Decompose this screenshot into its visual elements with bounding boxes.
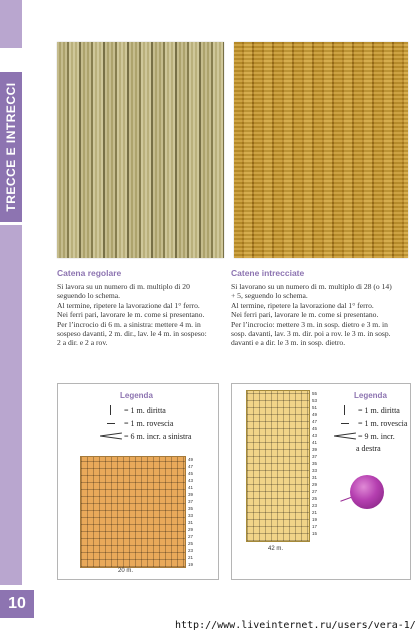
chart-row-number: 33 (188, 513, 194, 518)
instruction-line: Nei ferri pari, lavorare le m. come si presentano. (57, 310, 205, 320)
chart-row-number: 29 (312, 482, 318, 487)
instruction-line: sosp. davanti, lav. 3 m. dir. poi a rov. le 3 m. in sosp. (231, 329, 391, 339)
legend-item: = 1 m. diritta (334, 405, 400, 415)
purl-stitch-symbol-icon (100, 418, 122, 428)
knit-stitch-symbol-icon (334, 405, 356, 415)
chart-row-number: 55 (312, 391, 318, 396)
chart-row-number: 35 (312, 461, 318, 466)
section-tab (0, 72, 22, 222)
chart-row-number: 51 (312, 405, 318, 410)
chart-row-number: 47 (188, 464, 194, 469)
instruction-line: davanti e a dir. le 3 m. in sosp. dietro. (231, 338, 346, 348)
knitting-chart-left (80, 456, 186, 568)
instruction-line: Si lavorano su un numero di m. multiplo di 28 (o 14) (231, 282, 392, 291)
sidebar-band-top (0, 0, 22, 48)
legend-item: = 1 m. rovescia (334, 418, 407, 428)
chart-row-number: 15 (312, 531, 318, 536)
chart-row-number: 43 (188, 478, 194, 483)
chart-row-number: 21 (312, 510, 318, 515)
chart-row-number: 43 (312, 433, 318, 438)
purl-stitch-symbol-icon (334, 418, 356, 428)
section-title: TRECCE E INTRECCI (4, 82, 18, 212)
chart-row-number: 19 (188, 562, 194, 567)
instruction-line: Si lavora su un numero di m. multiplo di 20 (57, 282, 190, 291)
chart-row-number: 49 (188, 457, 194, 462)
pattern-title: Catena regolare (57, 268, 122, 278)
chart-row-number: 31 (312, 475, 318, 480)
chart-row-number: 29 (188, 527, 194, 532)
chart-row-number: 53 (312, 398, 318, 403)
right-cross-symbol-icon (334, 431, 356, 441)
sidebar-band-bottom (0, 225, 22, 585)
chart-row-number: 25 (188, 541, 194, 546)
page-number: 10 (0, 590, 34, 618)
instruction-line: Per l’incrocio: mettere 3 m. in sosp. dietro e 3 m. in (231, 319, 388, 329)
source-url: http://www.liveinternet.ru/users/vera-1/ (175, 620, 416, 631)
chart-row-number: 39 (312, 447, 318, 452)
knit-stitch-symbol-icon (100, 405, 122, 415)
chart-row-number: 23 (188, 548, 194, 553)
chart-row-number: 45 (188, 471, 194, 476)
knitting-chart-right (246, 390, 310, 542)
chart-row-number: 41 (188, 485, 194, 490)
chart-width-label: 20 m. (118, 568, 134, 574)
chart-row-number: 45 (312, 426, 318, 431)
chart-row-number: 49 (312, 412, 318, 417)
instruction-line: Nei ferri pari, lavorare le m. come si presentano. (231, 310, 379, 320)
chart-row-number: 31 (188, 520, 194, 525)
chart-row-number: 27 (188, 534, 194, 539)
legend-item: = 1 m. diritta (100, 405, 166, 415)
pattern-instructions (231, 282, 392, 348)
chart-row-number: 19 (312, 517, 318, 522)
chart-row-number: 21 (188, 555, 194, 560)
instruction-line: sospeso davanti, 2 m. dir., lav. le 4 m. in sospeso: (57, 329, 207, 339)
legend-item: = 6 m. incr. a sinistra (100, 431, 191, 441)
instruction-line: 2 a dir. e 2 a rov. (57, 338, 108, 348)
legend-title: Legenda (354, 391, 387, 400)
chart-row-number: 39 (188, 492, 194, 497)
legend-item: = 9 m. incr. (334, 431, 395, 441)
instruction-line: seguendo lo schema. (57, 291, 121, 301)
legend-title: Legenda (120, 391, 153, 400)
chart-row-numbers (188, 456, 193, 568)
instruction-line: + 5, seguendo lo schema. (231, 291, 308, 301)
chart-row-number: 35 (188, 506, 194, 511)
chart-row-number: 27 (312, 489, 318, 494)
stitch-photo-catene-intrecciate (234, 42, 408, 258)
chart-row-numbers (312, 390, 317, 537)
instruction-line: Per l’incrocio di 6 m. a sinistra: mettere 4 m. in (57, 319, 201, 329)
chart-row-number: 17 (312, 524, 318, 529)
chart-row-number: 47 (312, 419, 318, 424)
chart-row-number: 37 (312, 454, 318, 459)
legend-item-continuation: a destra (356, 444, 381, 453)
left-cross-symbol-icon (100, 431, 122, 441)
stitch-photo-catena-regolare (57, 42, 224, 258)
pattern-title: Catene intrecciate (231, 268, 305, 278)
instruction-line: Al termine, ripetere la lavorazione dal 1° ferro. (231, 300, 374, 310)
legend-item: = 1 m. rovescia (100, 418, 173, 428)
instruction-line: Al termine, ripetere la lavorazione dal 1° ferro. (57, 300, 200, 310)
chart-row-number: 41 (312, 440, 318, 445)
chart-width-label: 42 m. (268, 546, 284, 552)
chart-row-number: 33 (312, 468, 318, 473)
chart-row-number: 25 (312, 496, 318, 501)
yarn-ball-icon (350, 475, 384, 509)
chart-row-number: 37 (188, 499, 194, 504)
pattern-instructions (57, 282, 207, 348)
chart-row-number: 23 (312, 503, 318, 508)
